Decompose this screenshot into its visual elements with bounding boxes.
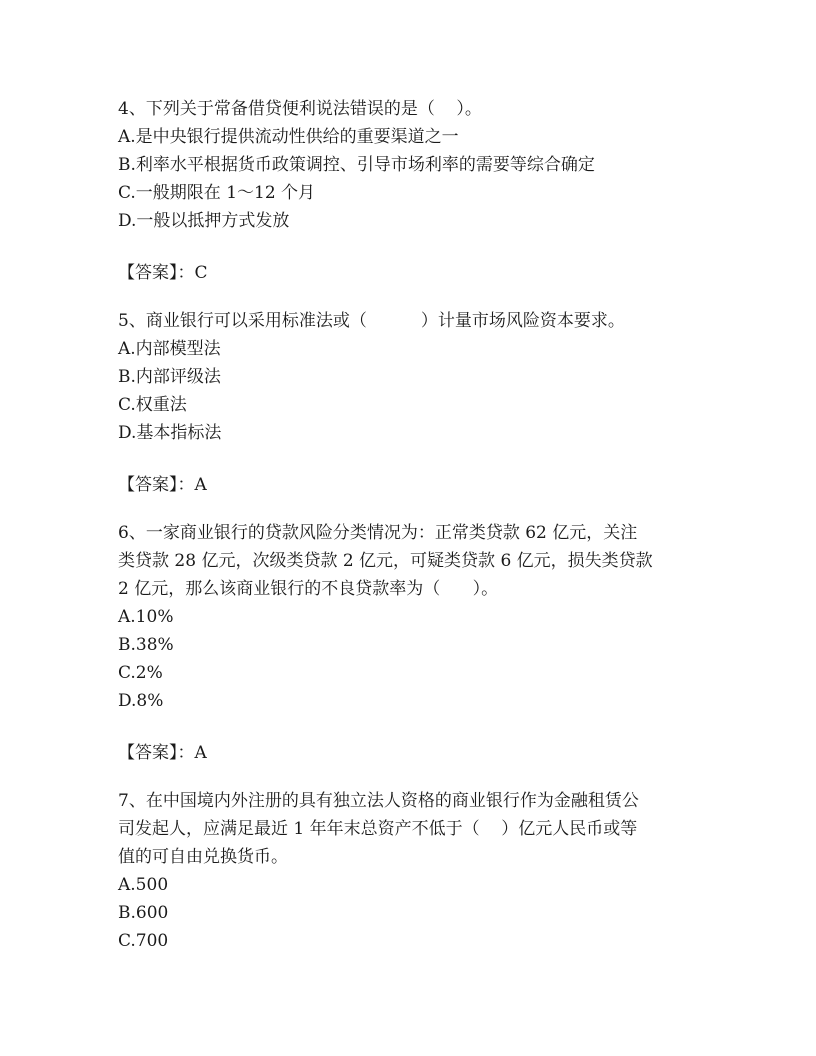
option-b: B.利率水平根据货币政策调控、引导市场利率的需要等综合确定 xyxy=(118,155,595,175)
option-c: C.权重法 xyxy=(118,395,187,415)
question-stem: 5、商业银行可以采用标准法或（ ）计量市场风险资本要求。 xyxy=(118,311,625,331)
option-c: C.700 xyxy=(118,931,169,951)
answer-label: 【答案】：C xyxy=(118,263,208,283)
question-stem: 4、下列关于常备借贷便利说法错误的是（ ）。 xyxy=(118,99,482,119)
question-stem: 2 亿元，那么该商业银行的不良贷款率为（ ）。 xyxy=(118,579,499,599)
question-stem: 7、在中国境内外注册的具有独立法人资格的商业银行作为金融租赁公 xyxy=(118,791,639,811)
question-stem: 类贷款 28 亿元，次级类贷款 2 亿元，可疑类贷款 6 亿元，损失类贷款 xyxy=(118,551,653,571)
question-5 xyxy=(118,307,708,499)
option-c: C.2% xyxy=(118,663,163,683)
option-d: D.基本指标法 xyxy=(118,423,222,443)
option-a: A.500 xyxy=(118,875,169,895)
option-a: A.10% xyxy=(118,607,174,627)
question-7 xyxy=(118,787,708,955)
question-4 xyxy=(118,95,708,287)
question-stem: 司发起人，应满足最近 1 年年末总资产不低于（ ）亿元人民币或等 xyxy=(118,819,638,839)
option-a: A.内部模型法 xyxy=(118,339,221,359)
option-b: B.38% xyxy=(118,635,174,655)
option-c: C.一般期限在 1～12 个月 xyxy=(118,183,316,203)
exam-page xyxy=(118,95,708,955)
option-b: B.内部评级法 xyxy=(118,367,221,387)
option-a: A.是中央银行提供流动性供给的重要渠道之一 xyxy=(118,127,459,147)
answer-label: 【答案】：A xyxy=(118,475,207,495)
question-stem: 6、一家商业银行的贷款风险分类情况为：正常类贷款 62 亿元，关注 xyxy=(118,523,638,543)
question-stem: 值的可自由兑换货币。 xyxy=(118,847,288,867)
question-6 xyxy=(118,519,708,767)
answer-label: 【答案】：A xyxy=(118,743,207,763)
option-d: D.一般以抵押方式发放 xyxy=(118,211,290,231)
option-d: D.8% xyxy=(118,691,164,711)
option-b: B.600 xyxy=(118,903,169,923)
